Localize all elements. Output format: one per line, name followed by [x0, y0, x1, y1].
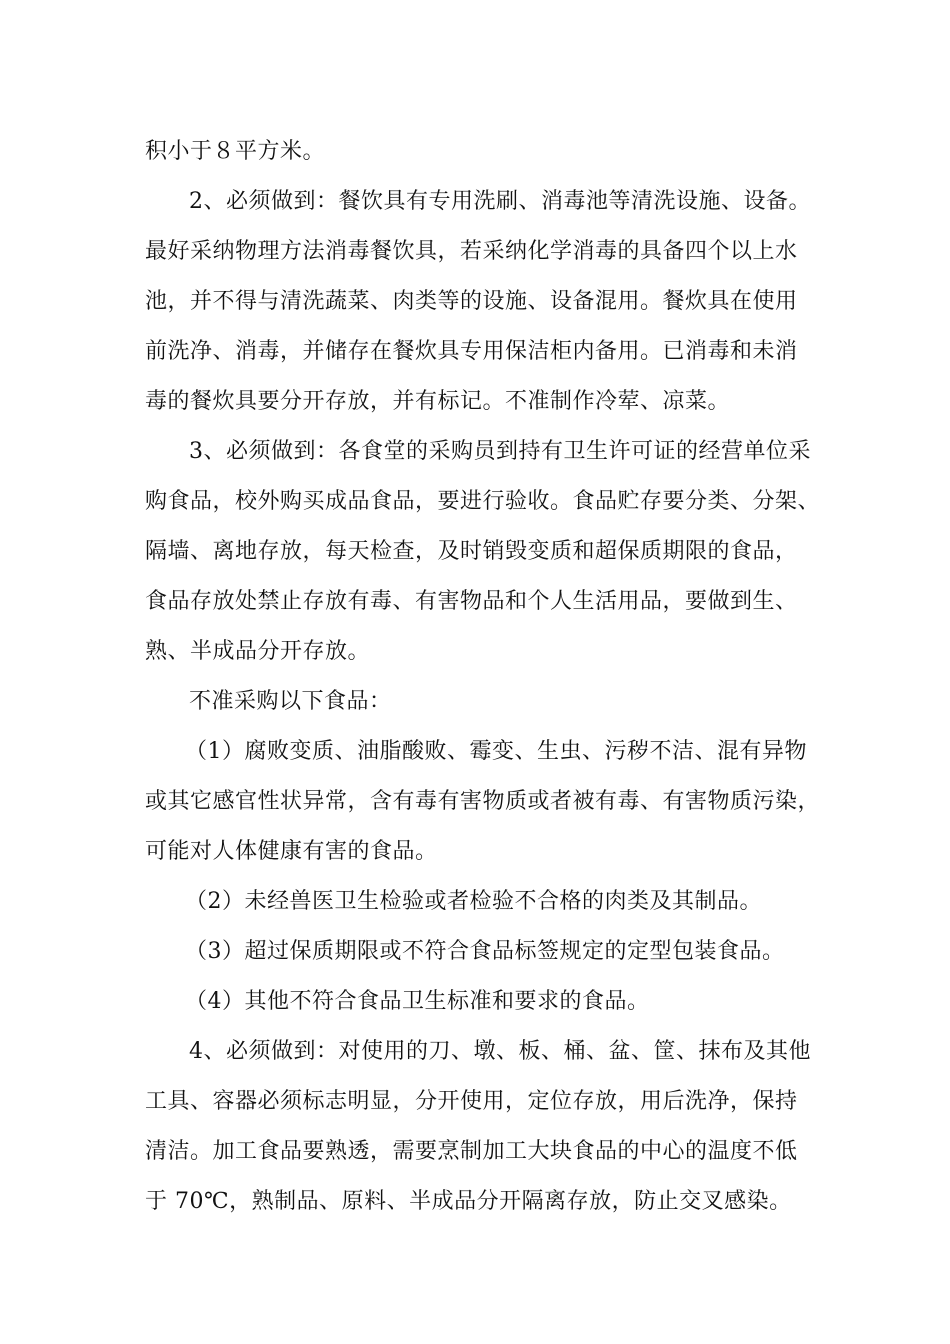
text-line: 食品存放处禁止存放有毒、有害物品和个人生活用品，要做到生、: [145, 589, 798, 614]
text-line: 可能对人体健康有害的食品。: [145, 839, 438, 864]
list-item-2: （2）未经兽医卫生检验或者检验不合格的肉类及其制品。: [185, 889, 762, 914]
text-line: 最好采纳物理方法消毒餐饮具，若采纳化学消毒的具备四个以上水: [145, 239, 798, 264]
list-item-3: （3）超过保质期限或不符合食品标签规定的定型包装食品。: [185, 939, 785, 964]
text-line: 池，并不得与清洗蔬菜、肉类等的设施、设备混用。餐炊具在使用: [145, 289, 798, 314]
text-line: 或其它感官性状异常，含有毒有害物质或者被有毒、有害物质污染，: [145, 789, 821, 814]
text-line: 清洁。加工食品要熟透，需要烹制加工大块食品的中心的温度不低: [145, 1139, 798, 1164]
text-line: 积小于８平方米。: [145, 139, 326, 164]
paragraph-4-start: 4、必须做到：对使用的刀、墩、板、桶、盆、筐、抹布及其他: [189, 1039, 811, 1064]
text-line: 工具、容器必须标志明显，分开使用，定位存放，用后洗净，保持: [145, 1089, 798, 1114]
paragraph-3-start: 3、必须做到：各食堂的采购员到持有卫生许可证的经营单位采: [189, 439, 811, 464]
text-line: 熟、半成品分开存放。: [145, 639, 371, 664]
text-line: 毒的餐炊具要分开存放，并有标记。不准制作冷荤、凉菜。: [145, 389, 731, 414]
paragraph-2-start: 2、必须做到：餐饮具有专用洗刷、消毒池等清洗设施、设备。: [189, 189, 811, 214]
text-line: 前洗净、消毒，并储存在餐炊具专用保洁柜内备用。已消毒和未消: [145, 339, 798, 364]
prohibited-list-heading: 不准采购以下食品：: [189, 689, 392, 714]
text-line: 购食品，校外购买成品食品，要进行验收。食品贮存要分类、分架、: [145, 489, 821, 514]
list-item-4: （4）其他不符合食品卫生标准和要求的食品。: [185, 989, 650, 1014]
text-line: 隔墙、离地存放，每天检查，及时销毁变质和超保质期限的食品，: [145, 539, 798, 564]
text-line: 于 70℃，熟制品、原料、半成品分开隔离存放，防止交叉感染。: [145, 1189, 792, 1214]
list-item-1: （1）腐败变质、油脂酸败、霉变、生虫、污秽不洁、混有异物: [185, 739, 807, 764]
